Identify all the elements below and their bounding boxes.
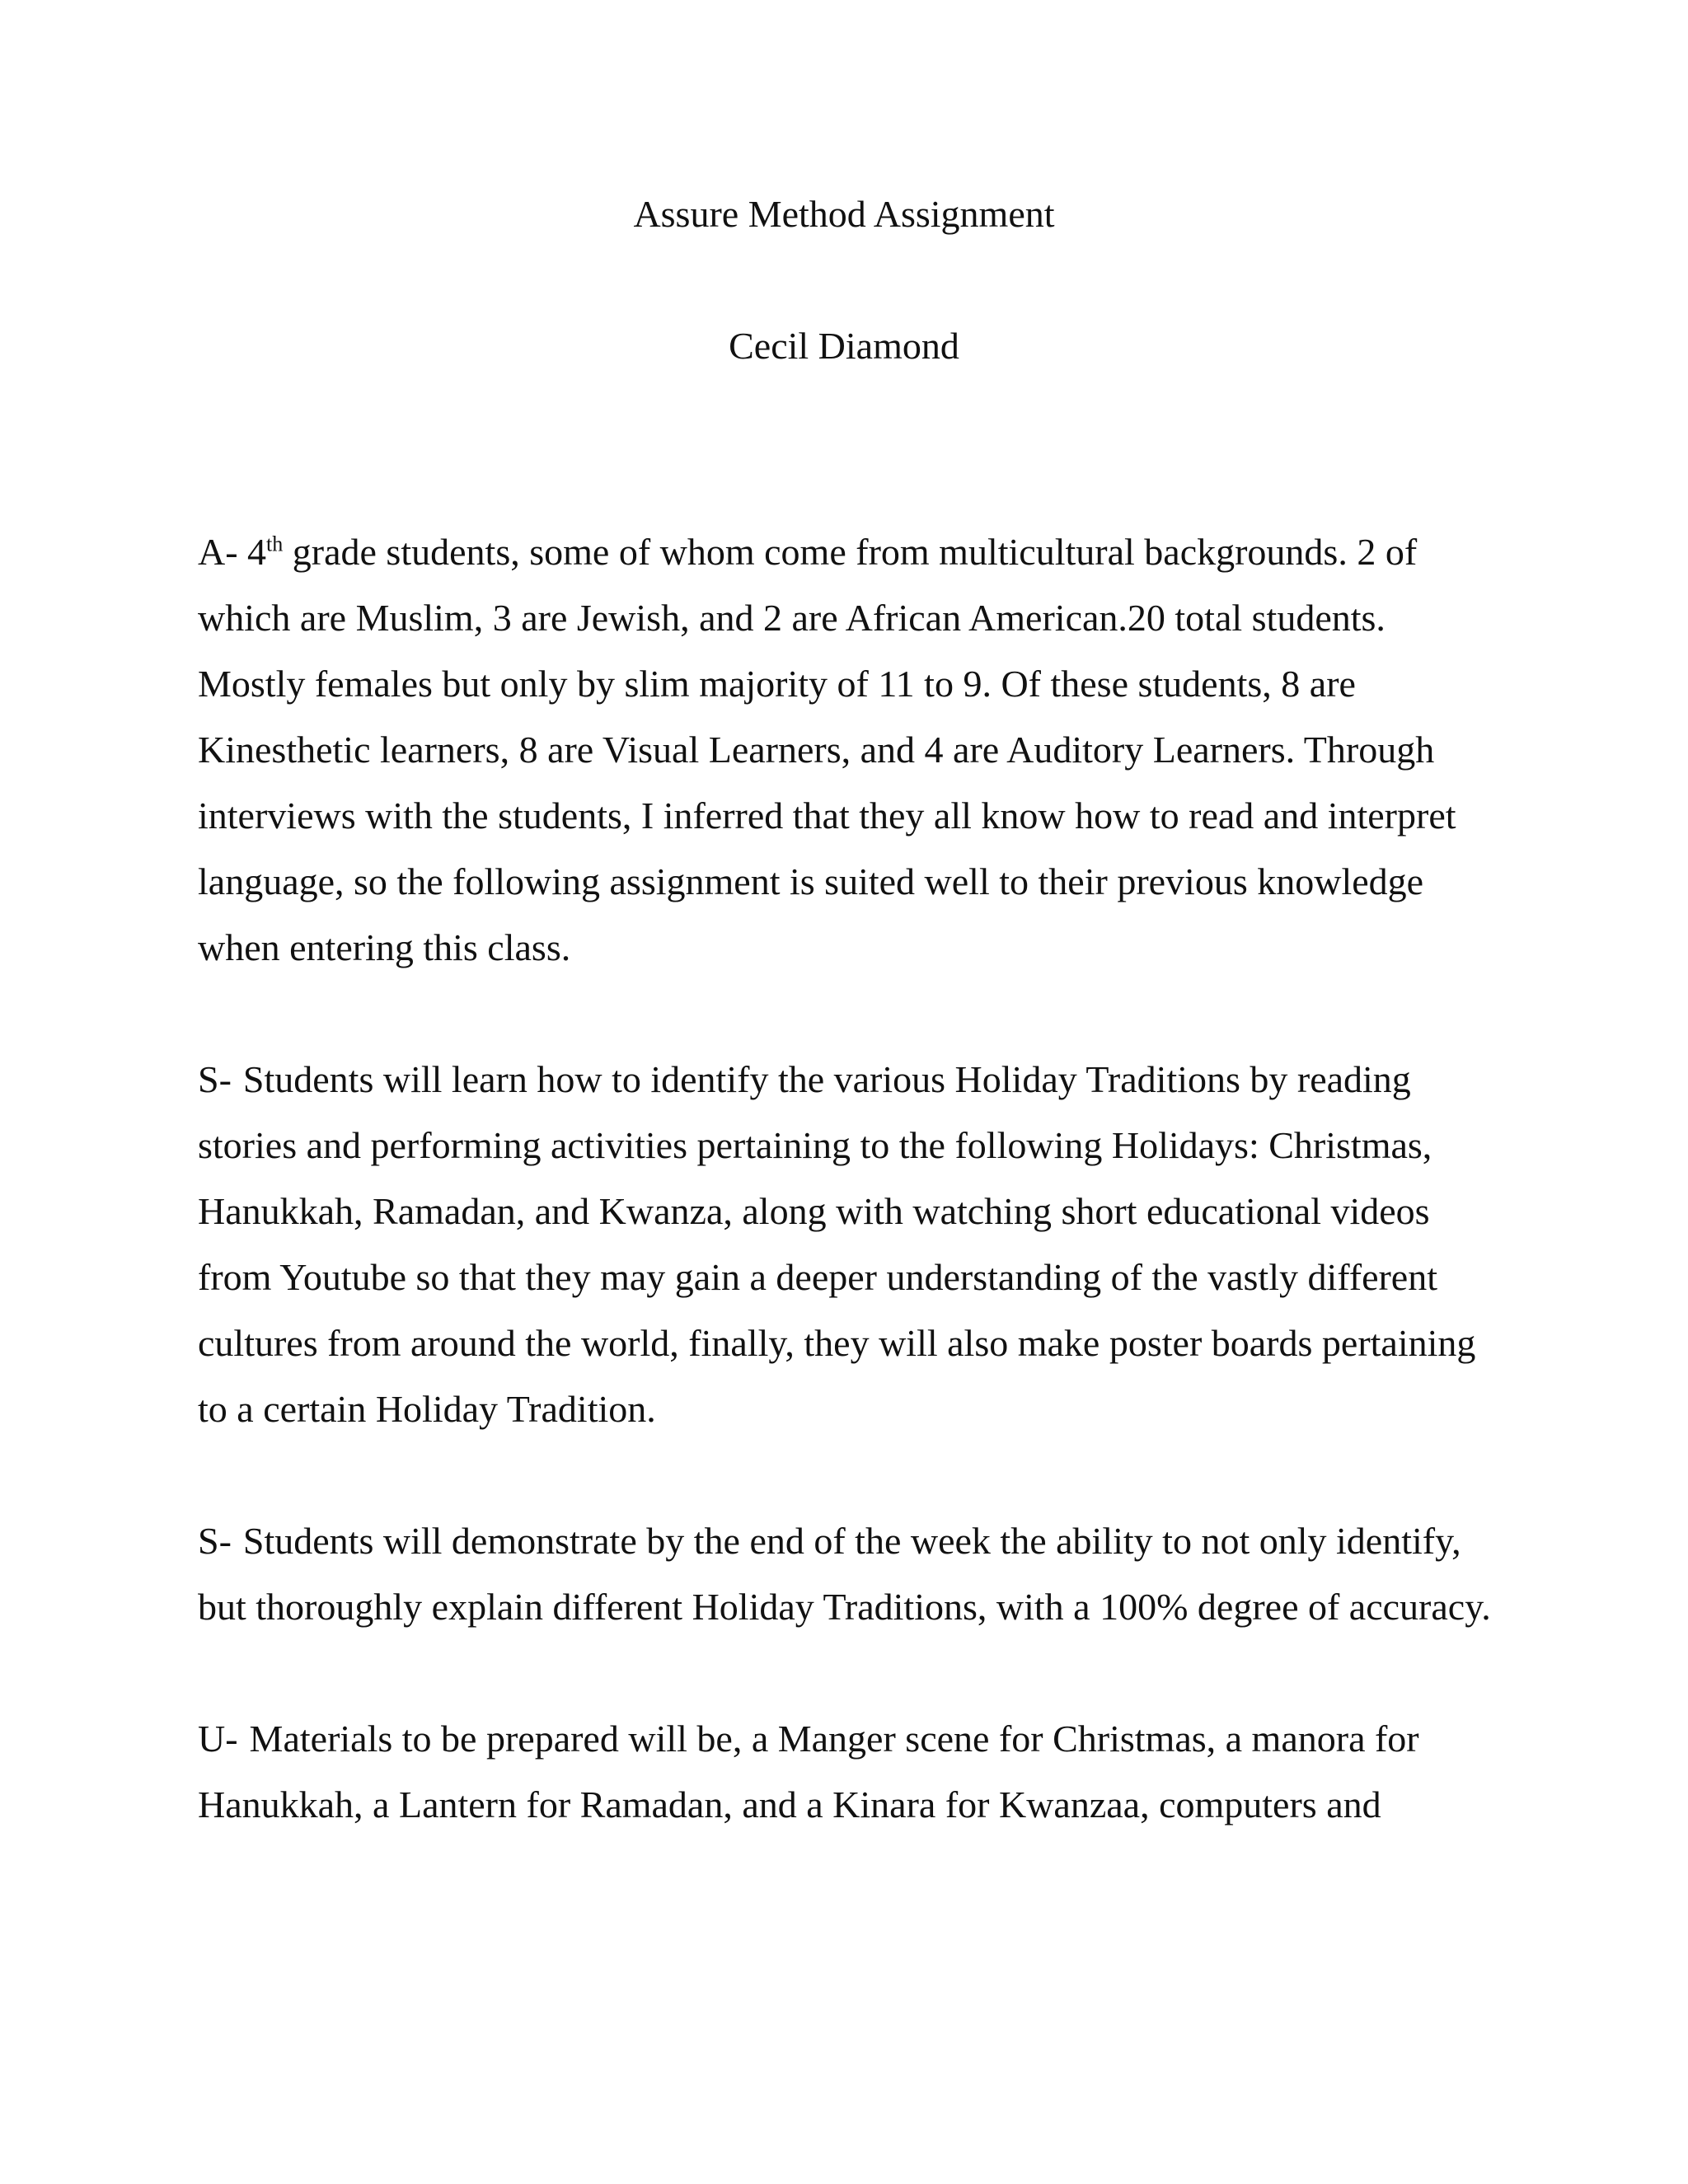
document-author: Cecil Diamond	[729, 325, 959, 367]
paragraph-select-methods-text: Students will demonstrate by the end of the week the ability to not only identify, but thoroughly explain different Holiday Traditions, with a 100% degree of accuracy.	[198, 1520, 1491, 1628]
paragraph-audience-text: grade students, some of whom come from multicultural backgrounds. 2 of which are Muslim, 3 are Jewish, and 2 are African American.20 total students. Mostly females but only by slim majority of 11 to 9. Of these students, 8 are Kinesthetic learners, 8 are Visual Learners, and 4 are Auditory Learners. Through interviews with the students, I inferred that they all know how to read and interpret language, so the following assignment is suited well to their previous knowledge when entering this class.	[198, 531, 1456, 968]
paragraph-audience-marker: A- 4	[198, 531, 267, 573]
paragraph-select-methods	[198, 1508, 1500, 1640]
paragraph-select-methods-marker: S-	[198, 1520, 232, 1562]
paragraph-state-objectives-text: Students will learn how to identify the various Holiday Traditions by reading stories and performing activities pertaining to the following Holidays: Christmas, Hanukkah, Ramadan, and Kwanza, along with watching short educational videos from Youtube so that they may gain a deeper understanding of the vastly different cultures from around the world, finally, they will also make poster boards pertaining to a certain Holiday Tradition.	[198, 1058, 1476, 1430]
ordinal-suffix: th	[266, 532, 284, 556]
document-title: Assure Method Assignment	[633, 193, 1055, 235]
paragraph-utilize-materials-marker: U-	[198, 1718, 238, 1760]
paragraph-state-objectives-marker: S-	[198, 1058, 232, 1100]
document-body	[198, 519, 1500, 1904]
paragraph-state-objectives	[198, 1047, 1500, 1442]
paragraph-utilize-materials-text: Materials to be prepared will be, a Manger scene for Christmas, a manora for Hanukkah, a Lantern for Ramadan, and a Kinara for Kwanzaa, computers and	[198, 1718, 1419, 1825]
paragraph-audience	[198, 519, 1500, 981]
paragraph-utilize-materials	[198, 1706, 1500, 1838]
